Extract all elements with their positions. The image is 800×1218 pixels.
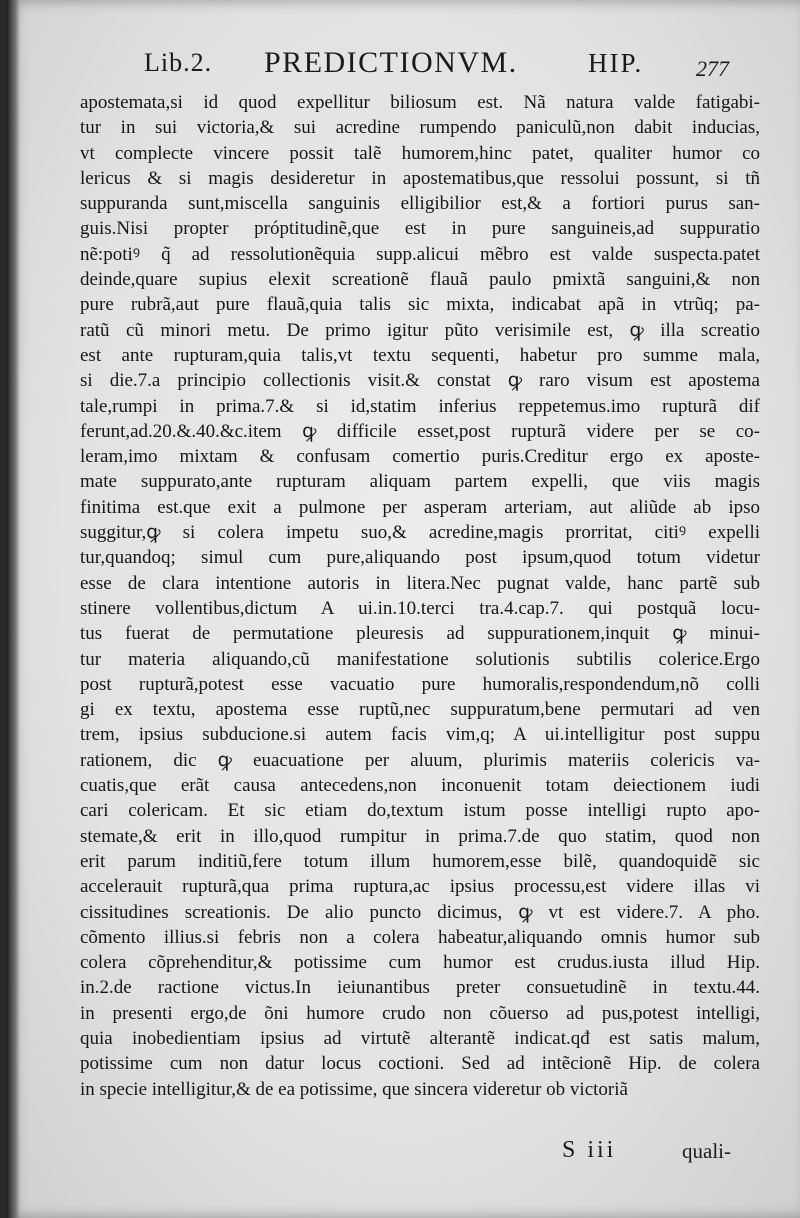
text-line: tur materia aliquando,cũ manifestatione solutionis subtilis colerice.Ergo (80, 648, 760, 670)
text-line: colera cõprehenditur,& potissime cum humor est crudus.iusta illud Hip. (80, 952, 760, 974)
text-line: in presenti ergo,de õni humore crudo non cõuerso ad pus,potest intelligi, (80, 1002, 760, 1024)
text-line: quia inobedientiam ipsius ad virtutẽ alterantẽ indicat.qđ est satis malum, (80, 1027, 760, 1049)
text-line: stemate,& erit in illo,quod rumpitur in prima.7.de quo statim, quod non (80, 825, 760, 847)
catchword: quali- (682, 1139, 731, 1163)
text-line: ferunt,ad.20.&.40.&c.item ꝙ difficile esset,post rupturã videre per se co- (80, 420, 760, 442)
text-line: mate suppurato,ante rupturam aliquam partem expelli, que viis magis (80, 471, 760, 493)
text-line: si die.7.a principio collectionis visit.& constat ꝙ raro visum est apostema (80, 370, 760, 392)
header-book: Lib.2. (144, 48, 213, 77)
text-line: cõmento illius.si febris non a colera habeatur,aliquando omnis humor sub (80, 926, 760, 948)
text-line: nẽ:potiꝰ q̃ ad ressolutionẽquia supp.alicui mẽbro est valde suspecta.patet (80, 243, 760, 265)
text-line: suggitur,ꝙ si colera impetu suo,& acredine,magis prorritat, citiꝰ expelli (80, 522, 760, 544)
text-line: vt complecte vincere possit talẽ humorem,hinc patet, qualiter humor co (80, 142, 760, 164)
text-line: est ante rupturam,quia talis,vt textu sequenti, habetur pro summe mala, (80, 344, 760, 366)
text-line: tur in sui victoria,& sui acredine rumpendo paniculũ,non dabit inducias, (80, 117, 760, 139)
running-header (6, 48, 800, 88)
text-line: potissime cum non datur locus coctioni. Sed ad intẽcionẽ Hip. de colera (80, 1053, 760, 1075)
text-line: tur,quandoq; simul cum pure,aliquando post ipsum,quod totum videtur (80, 547, 760, 569)
text-line: suppuranda sunt,miscella sanguinis elligibilior est,& a fortiori purus san- (80, 193, 760, 215)
text-line: post rupturã,potest esse vacuatio pure humoralis,respondendum,nõ colli (80, 673, 760, 695)
text-line: esse de clara intentione autoris in litera.Nec pugnat valde, hanc partẽ sub (80, 572, 760, 594)
text-line: cuatis,que erãt causa antecedens,non inconuenit totam deiectionem iudi (80, 775, 760, 797)
text-line: tus fuerat de permutatione pleuresis ad suppurationem,inquit ꝙ minui- (80, 623, 760, 645)
text-line: cissitudines screationis. De alio puncto dicimus, ꝙ vt est videre.7. A pho. (80, 901, 760, 923)
text-line: leram,imo mixtam & confusam comertio puris.Creditur ergo ex aposte- (80, 446, 760, 468)
text-line: in.2.de ractione victus.In ieiunantibus preter consuetudinẽ in textu.44. (80, 977, 760, 999)
page-footer (6, 1137, 800, 1167)
text-line: erit parum inditiũ,fere totum illum humorem,esse bilẽ, quandoquidẽ sic (80, 850, 760, 872)
text-line: ratũ cũ minori metu. De primo igitur pũto verisimile est, ꝙ illa screatio (80, 319, 760, 341)
text-line: cari colericam. Et sic etiam do,textum istum posse intelligi rupto apo- (80, 800, 760, 822)
book-page (6, 0, 800, 1218)
text-line: in specie intelligitur,& de ea potissime, que sincera videretur ob victoriã (80, 1078, 628, 1100)
signature-mark: S iii (562, 1137, 617, 1163)
text-line: deinde,quare supius elexit screationẽ flauã paulo pmixtã sanguini,& non (80, 269, 760, 291)
gutter-shadow (6, 0, 20, 1218)
text-line: finitima est.que exit a pulmone per asperam arteriam, aut aliũde ab ipso (80, 496, 760, 518)
header-author: HIP. (588, 48, 644, 78)
text-line: guis.Nisi propter próptitudinẽ,que est in pure sanguineis,ad suppuratio (80, 218, 760, 240)
text-line: apostemata,si id quod expellitur biliosum est. Nã natura valde fatigabi- (80, 92, 760, 113)
text-line: rationem, dic ꝙ euacuatione per aluum, plurimis materiis colericis va- (80, 749, 760, 771)
text-line: stinere vollentibus,dictum A ui.in.10.terci tra.4.cap.7. qui postquã locu- (80, 597, 760, 619)
text-line: accelerauit rupturã,qua prima ruptura,ac ipsius processu,est videre illas vi (80, 876, 760, 898)
text-line: tale,rumpi in prima.7.& si id,statim inferius reppetemus.imo rupturã dif (80, 395, 760, 417)
text-line: trem, ipsius subducione.si autem facis vim,q; A ui.intelligitur post suppu (80, 724, 760, 746)
text-line: gi ex textu, apostema esse ruptũ,nec suppuratum,bene permutari ad ven (80, 699, 760, 721)
body-text (80, 90, 760, 1102)
text-line: pure rubrã,aut pure flauã,quia talis sic mixta, indicabat apã in vtrũq; pa- (80, 294, 760, 316)
text-line: lericus & si magis desideretur in apostematibus,que ressolui possunt, si tñ (80, 167, 760, 189)
header-title: PREDICTIONVM. (264, 46, 518, 79)
page-number: 277 (696, 56, 729, 81)
